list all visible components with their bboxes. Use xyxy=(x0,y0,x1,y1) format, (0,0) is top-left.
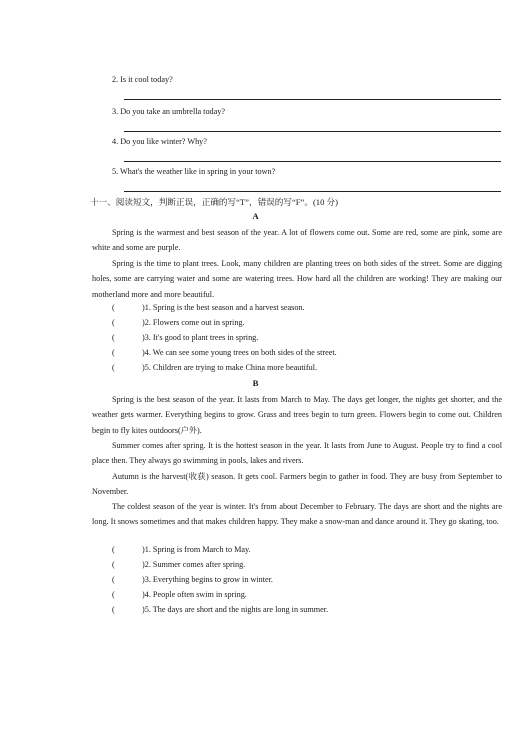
passage-a-paragraph: Spring is the time to plant trees. Look, many children are planting trees on both sides of the street. Some are digging holes, some are carrying water and some are watering trees. How hard all the children are working! They are making our motherland more and more beautiful. xyxy=(92,259,502,299)
passage-b-item-4[interactable]: ( )4. People often swim in spring. xyxy=(112,590,247,599)
question-4: 4. Do you like winter? Why? xyxy=(112,137,207,146)
passage-b-paragraph: Summer comes after spring. It is the hottest season in the year. It lasts from June to August. People try to find a cool place then. They always go swimming in pools, lakes and rivers. xyxy=(92,441,502,466)
passage-b-paragraph: The coldest season of the year is winter. It's from about December to February. The days are short and the nights are long. It snows sometimes and that makes children happy. They make a snow-man and dance around it. They go skating, too. xyxy=(92,502,502,527)
question-5: 5. What's the weather like in spring in your town? xyxy=(112,167,276,176)
passage-a-item-4[interactable]: ( )4. We can see some young trees on both sides of the street. xyxy=(112,348,337,357)
passage-b-item-1[interactable]: ( )1. Spring is from March to May. xyxy=(112,545,251,554)
answer-line-4[interactable] xyxy=(124,161,501,162)
question-2: 2. Is it cool today? xyxy=(112,75,173,84)
passage-b-label: B xyxy=(252,378,259,388)
passage-a-label: A xyxy=(252,211,259,221)
passage-a-item-5[interactable]: ( )5. Children are trying to make China more beautiful. xyxy=(112,363,318,372)
passage-b-paragraph: Autumn is the harvest(收获) season. It gets cool. Farmers begin to gather in food. They are busy from September to November. xyxy=(92,472,502,497)
passage-a-item-2[interactable]: ( )2. Flowers come out in spring. xyxy=(112,318,245,327)
passage-b-item-3[interactable]: ( )3. Everything begins to grow in winter. xyxy=(112,575,273,584)
passage-b-item-2[interactable]: ( )2. Summer comes after spring. xyxy=(112,560,246,569)
section-heading: 十一、阅读短文，判断正误，正确的写“T”，错误的写“F”。(10 分) xyxy=(90,197,339,207)
passage-a-item-1[interactable]: ( )1. Spring is the best season and a harvest season. xyxy=(112,303,305,312)
question-3: 3. Do you take an umbrella today? xyxy=(112,107,225,116)
passage-b-paragraph: Spring is the best season of the year. It lasts from March to May. The days get longer, the nights get shorter, and the weather gets warmer. Everything begins to grow. Grass and trees begin to turn green. Flowers begin to come out. Children begin to fly kites outdoors(户外). xyxy=(92,395,502,435)
passage-a-paragraph: Spring is the warmest and best season of the year. A lot of flowers come out. Some are red, some are pink, some are white and some are purple. xyxy=(92,228,502,253)
answer-line-5[interactable] xyxy=(124,191,501,192)
passage-b-item-5[interactable]: ( )5. The days are short and the nights are long in summer. xyxy=(112,605,329,614)
answer-line-2[interactable] xyxy=(124,99,501,100)
answer-line-3[interactable] xyxy=(124,131,501,132)
passage-a-item-3[interactable]: ( )3. It's good to plant trees in spring. xyxy=(112,333,259,342)
